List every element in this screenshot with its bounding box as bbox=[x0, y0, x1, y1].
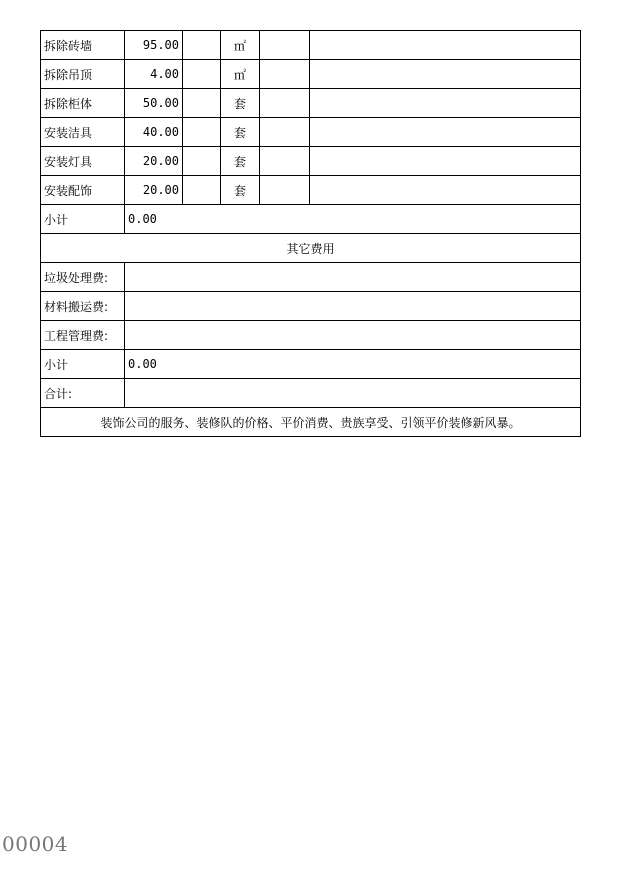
total-label: 合计: bbox=[41, 379, 125, 408]
empty-cell bbox=[260, 31, 310, 60]
fee-label: 材料搬运费: bbox=[41, 292, 125, 321]
fee-label: 垃圾处理费: bbox=[41, 263, 125, 292]
empty-cell bbox=[183, 31, 221, 60]
subtotal-label: 小计 bbox=[41, 350, 125, 379]
empty-cell bbox=[310, 89, 581, 118]
other-fees-title: 其它费用 bbox=[41, 234, 581, 263]
item-name: 安装配饰 bbox=[41, 176, 125, 205]
item-quantity: 50.00 bbox=[125, 89, 183, 118]
section-header-row bbox=[41, 234, 581, 263]
subtotal-row bbox=[41, 205, 581, 234]
table-row bbox=[41, 118, 581, 147]
fee-row bbox=[41, 263, 581, 292]
subtotal-label: 小计 bbox=[41, 205, 125, 234]
subtotal-value: 0.00 bbox=[125, 350, 581, 379]
empty-cell bbox=[260, 89, 310, 118]
empty-cell bbox=[260, 60, 310, 89]
table-row bbox=[41, 176, 581, 205]
table-row bbox=[41, 31, 581, 60]
fee-label: 工程管理费: bbox=[41, 321, 125, 350]
item-quantity: 40.00 bbox=[125, 118, 183, 147]
item-quantity: 20.00 bbox=[125, 176, 183, 205]
quote-table bbox=[40, 30, 581, 437]
empty-cell bbox=[260, 176, 310, 205]
fee-value bbox=[125, 321, 581, 350]
item-quantity: 20.00 bbox=[125, 147, 183, 176]
item-name: 安装灯具 bbox=[41, 147, 125, 176]
item-name: 拆除砖墙 bbox=[41, 31, 125, 60]
empty-cell bbox=[183, 118, 221, 147]
item-quantity: 4.00 bbox=[125, 60, 183, 89]
table-row bbox=[41, 60, 581, 89]
subtotal-row bbox=[41, 350, 581, 379]
fee-row bbox=[41, 321, 581, 350]
empty-cell bbox=[260, 147, 310, 176]
item-quantity: 95.00 bbox=[125, 31, 183, 60]
empty-cell bbox=[310, 60, 581, 89]
empty-cell bbox=[310, 31, 581, 60]
empty-cell bbox=[260, 118, 310, 147]
empty-cell bbox=[183, 89, 221, 118]
empty-cell bbox=[183, 147, 221, 176]
slogan-row bbox=[41, 408, 581, 437]
page-number: 00004 bbox=[2, 832, 69, 856]
fee-value bbox=[125, 292, 581, 321]
item-unit: ㎡ bbox=[221, 60, 260, 89]
empty-cell bbox=[183, 60, 221, 89]
empty-cell bbox=[310, 176, 581, 205]
total-row bbox=[41, 379, 581, 408]
item-name: 安装洁具 bbox=[41, 118, 125, 147]
subtotal-value: 0.00 bbox=[125, 205, 581, 234]
item-unit: ㎡ bbox=[221, 31, 260, 60]
fee-value bbox=[125, 263, 581, 292]
item-name: 拆除柜体 bbox=[41, 89, 125, 118]
item-unit: 套 bbox=[221, 89, 260, 118]
total-value bbox=[125, 379, 581, 408]
empty-cell bbox=[310, 118, 581, 147]
item-unit: 套 bbox=[221, 176, 260, 205]
table-row bbox=[41, 89, 581, 118]
table-row bbox=[41, 147, 581, 176]
fee-row bbox=[41, 292, 581, 321]
slogan-text: 装饰公司的服务、装修队的价格、平价消费、贵族享受、引领平价装修新风暴。 bbox=[41, 408, 581, 437]
empty-cell bbox=[183, 176, 221, 205]
empty-cell bbox=[310, 147, 581, 176]
item-unit: 套 bbox=[221, 147, 260, 176]
item-unit: 套 bbox=[221, 118, 260, 147]
item-name: 拆除吊顶 bbox=[41, 60, 125, 89]
